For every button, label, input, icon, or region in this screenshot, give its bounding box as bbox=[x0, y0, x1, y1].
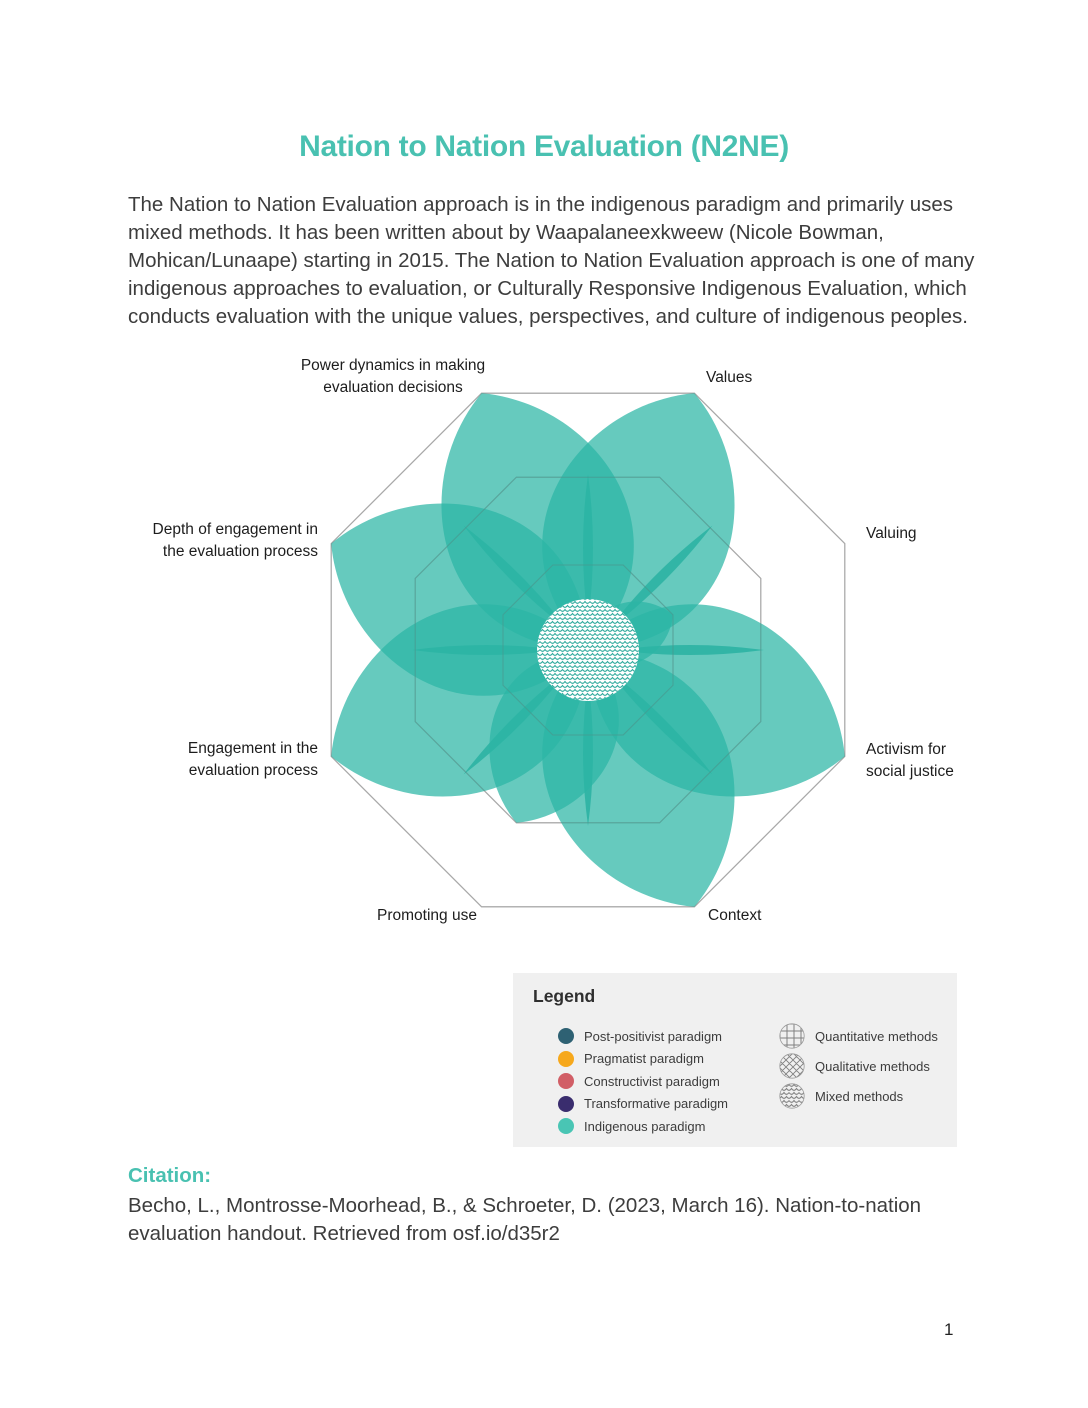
legend-item-label: Transformative paradigm bbox=[584, 1096, 729, 1112]
legend-item-label: Post-positivist paradigm bbox=[584, 1028, 722, 1044]
legend-item-quantitative-methods bbox=[779, 1021, 938, 1051]
axis-label-depth-of-engagement: Depth of engagement in the evaluation process bbox=[152, 521, 318, 560]
legend-item-qualitative-methods bbox=[779, 1051, 938, 1081]
legend-title: Legend bbox=[533, 986, 596, 1006]
legend-item-mixed-methods bbox=[779, 1081, 938, 1111]
legend-box bbox=[513, 973, 957, 1147]
legend-item-label: Pragmatist paradigm bbox=[584, 1051, 704, 1067]
citation-line: evaluation handout. Retrieved from osf.io/d35r2 bbox=[128, 1222, 560, 1245]
page-title: Nation to Nation Evaluation (N2NE) bbox=[299, 130, 789, 163]
legend-method-list bbox=[779, 1021, 938, 1111]
paradigm-color-dot bbox=[558, 1051, 574, 1067]
grid-pattern-icon bbox=[779, 1023, 805, 1049]
citation-heading: Citation: bbox=[128, 1164, 212, 1187]
weave-pattern-icon bbox=[779, 1083, 805, 1109]
paradigm-color-dot bbox=[558, 1028, 574, 1044]
paradigm-color-dot bbox=[558, 1118, 574, 1134]
legend-item-label: Mixed methods bbox=[815, 1088, 904, 1104]
axis-label-promoting-use: Promoting use bbox=[377, 907, 477, 924]
axis-label-valuing: Valuing bbox=[866, 525, 917, 542]
mixed-methods-center-icon bbox=[537, 599, 639, 701]
axis-label-activism-for-social-justice: Activism for social justice bbox=[866, 741, 954, 780]
axis-label-engagement-in-the-evaluation-process: Engagement in the evaluation process bbox=[187, 740, 318, 779]
legend-paradigm-list bbox=[558, 1025, 728, 1138]
legend-item-indigenous-paradigm bbox=[558, 1115, 728, 1138]
legend-item-pragmatist-paradigm bbox=[558, 1048, 728, 1071]
legend-item-label: Qualitative methods bbox=[815, 1058, 930, 1074]
legend-item-label: Quantitative methods bbox=[815, 1028, 938, 1044]
intro-line: indigenous approaches to evaluation, or Culturally Responsive Indigenous Evaluation, which bbox=[128, 277, 967, 300]
axis-label-values: Values bbox=[706, 369, 753, 386]
intro-line: Mohican/Lunaape) starting in 2015. The Nation to Nation Evaluation approach is one of many bbox=[128, 249, 975, 272]
page-number: 1 bbox=[944, 1320, 954, 1339]
paradigm-color-dot bbox=[558, 1073, 574, 1089]
intro-line: mixed methods. It has been written about by Waapalaneexkweew (Nicole Bowman, bbox=[128, 221, 884, 244]
intro-line: The Nation to Nation Evaluation approach is in the indigenous paradigm and primarily uses bbox=[128, 193, 954, 216]
legend-item-post-positivist-paradigm bbox=[558, 1025, 728, 1048]
citation-text bbox=[128, 1192, 1008, 1248]
axis-label-power-dynamics: Power dynamics in making evaluation decisions bbox=[300, 357, 486, 396]
legend-item-label: Constructivist paradigm bbox=[584, 1073, 720, 1089]
legend-item-label: Indigenous paradigm bbox=[584, 1118, 706, 1134]
paradigm-color-dot bbox=[558, 1096, 574, 1112]
legend-item-transformative-paradigm bbox=[558, 1093, 728, 1116]
citation-line: Becho, L., Montrosse-Moorhead, B., & Schroeter, D. (2023, March 16). Nation-to-nation bbox=[128, 1194, 922, 1217]
legend-item-constructivist-paradigm bbox=[558, 1070, 728, 1093]
axis-label-context: Context bbox=[708, 907, 762, 924]
diagonal-pattern-icon bbox=[779, 1053, 805, 1079]
intro-line: conducts evaluation with the unique values, perspectives, and culture of indigenous peoples. bbox=[128, 305, 968, 328]
